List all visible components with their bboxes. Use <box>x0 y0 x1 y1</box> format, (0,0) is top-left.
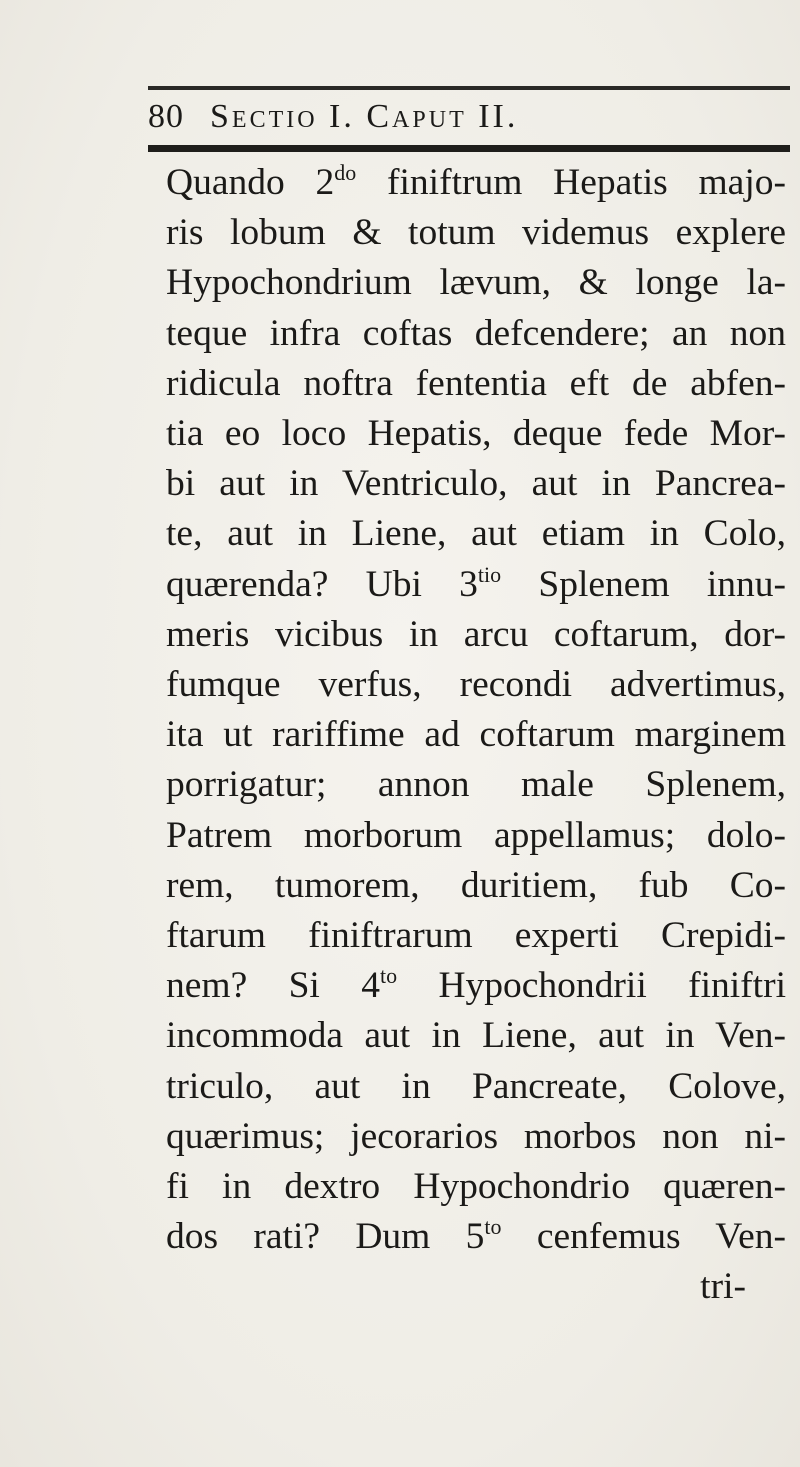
text-line: Patrem morborum appellamus; dolo- <box>166 814 786 856</box>
text-line: meris vicibus in arcu coftarum, dor- <box>166 613 786 655</box>
page-header <box>148 98 788 142</box>
text-line: quærimus; jecorarios morbos non ni- <box>166 1115 786 1157</box>
text-line: bi aut in Ventriculo, aut in Pancrea- <box>166 463 786 505</box>
text-line: te, aut in Liene, aut etiam in Colo, <box>166 513 786 555</box>
text-line: teque infra coftas defcendere; an non <box>166 312 786 354</box>
text-line: ridicula noftra fententia eft de abfen- <box>166 362 786 404</box>
text-line: fumque verfus, recondi advertimus, <box>166 664 786 706</box>
text-line: Quando $2^{do}$ finiftrum Hepatis majo- <box>166 160 786 203</box>
body-text <box>166 158 786 1313</box>
text-line: quærenda? Ubi $3^{tio}$ Splenem innu- <box>166 561 786 605</box>
running-head: Sectio I. Caput II. <box>210 98 519 135</box>
text-line: rem, tumorem, duritiem, fub Co- <box>166 864 786 906</box>
header-rule-top <box>148 86 790 90</box>
text-line: tia eo loco Hepatis, deque fede Mor- <box>166 413 786 455</box>
text-line: tri- <box>700 1266 746 1308</box>
text-line: incommoda aut in Liene, aut in Ven- <box>166 1015 786 1057</box>
page-number: 80 <box>148 98 184 135</box>
text-line: triculo, aut in Pancreate, Colove, <box>166 1065 786 1107</box>
header-rule-bottom <box>148 145 790 152</box>
text-line: fi in dextro Hypochondrio quæren- <box>166 1166 786 1208</box>
text-line: dos rati? Dum $5^{to}$ cenfemus Ven- <box>166 1214 786 1258</box>
text-line: ita ut rariffime ad coftarum marginem <box>166 714 786 756</box>
text-line: nem? Si $4^{to}$ Hypochondrii finiftri <box>166 963 786 1007</box>
text-line: Hypochondrium lævum, & longe la- <box>166 262 786 304</box>
text-line: ftarum finiftrarum experti Crepidi- <box>166 915 786 957</box>
text-line: porrigatur; annon male Splenem, <box>166 764 786 806</box>
text-line: ris lobum & totum videmus explere <box>166 212 786 254</box>
